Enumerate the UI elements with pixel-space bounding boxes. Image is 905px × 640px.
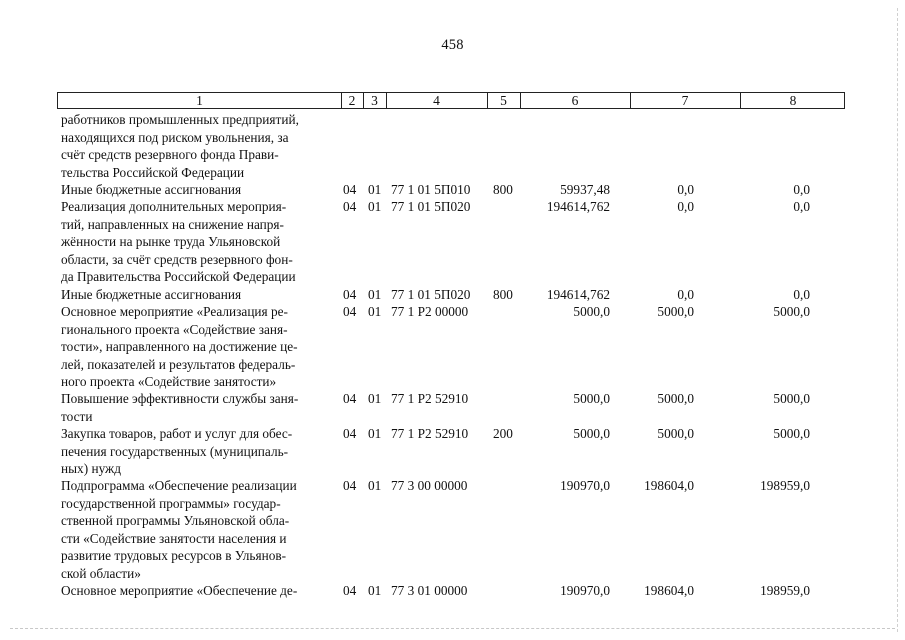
description-line: жённости на рынке труда Ульяновской — [61, 234, 281, 249]
description-line: Подпрограмма «Обеспечение реализации — [61, 478, 297, 493]
cell-amount-col6: 5000,0 — [573, 391, 610, 406]
row-description — [61, 303, 333, 391]
description-line: сти «Содействие занятости населения и — [61, 530, 287, 546]
cell-subsection: 01 — [368, 182, 382, 197]
cell-amount-col8: 198959,0 — [760, 478, 810, 493]
cell-subsection: 01 — [368, 304, 382, 319]
description-line: тости — [61, 408, 93, 424]
description-line: Основное мероприятие «Реализация ре- — [61, 304, 288, 319]
header-col-7: 7 — [681, 93, 689, 108]
description-line: гионального проекта «Содействие заня- — [61, 321, 288, 337]
cell-amount-col7: 5000,0 — [657, 426, 694, 441]
cell-subsection: 01 — [368, 583, 382, 598]
scan-border-right — [897, 8, 898, 632]
header-col-4: 4 — [433, 93, 440, 108]
description-line: развитие трудовых ресурсов в Ульянов- — [61, 548, 287, 563]
cell-target-code: 77 1 Р2 52910 — [391, 426, 469, 441]
description-line: Реализация дополнительных мероприя- — [61, 199, 287, 214]
description-line: ных) нужд — [61, 461, 121, 476]
cell-amount-col8: 5000,0 — [773, 391, 810, 406]
description-line: счёт средств резервного фонда Прави- — [61, 147, 279, 162]
row-description — [61, 181, 333, 199]
cell-amount-col6: 5000,0 — [573, 304, 610, 319]
cell-amount-col6: 190970,0 — [560, 478, 610, 493]
cell-amount-col8: 5000,0 — [773, 426, 810, 441]
description-line: области, за счёт средств резервного фон- — [61, 251, 293, 267]
cell-amount-col7: 198604,0 — [644, 583, 694, 598]
cell-target-code: 77 1 01 5П010 — [391, 182, 471, 197]
cell-subsection: 01 — [368, 391, 382, 406]
row-description — [61, 390, 333, 425]
description-line: работников промышленных предприятий, — [61, 112, 299, 127]
cell-subsection: 01 — [368, 426, 382, 441]
cell-target-code: 77 3 01 00000 — [391, 583, 468, 598]
description-line: государственной программы» государ- — [61, 495, 281, 511]
cell-expense-type: 800 — [493, 182, 513, 197]
cell-section: 04 — [343, 478, 357, 493]
cell-subsection: 01 — [368, 478, 382, 493]
description-line: лей, показателей и результатов федераль- — [61, 356, 296, 372]
header-col-5: 5 — [500, 93, 507, 108]
header-col-6: 6 — [571, 93, 579, 108]
cell-amount-col6: 194614,762 — [546, 287, 610, 302]
description-line: ской области» — [61, 565, 141, 581]
description-line: тельства Российской Федерации — [61, 164, 245, 180]
cell-expense-type: 200 — [493, 426, 513, 441]
cell-section: 04 — [343, 583, 357, 598]
cell-amount-col7: 0,0 — [677, 287, 694, 302]
cell-section: 04 — [343, 287, 357, 302]
cell-subsection: 01 — [368, 287, 382, 302]
cell-amount-col8: 0,0 — [793, 199, 810, 214]
row-description — [61, 582, 333, 600]
cell-target-code: 77 1 Р2 52910 — [391, 391, 469, 406]
description-line: да Правительства Российской Федерации — [61, 269, 296, 284]
description-line: тий, направленных на снижение напря- — [61, 216, 284, 232]
description-line: печения государственных (муниципаль- — [61, 443, 289, 459]
row-description — [61, 198, 333, 286]
cell-amount-col6: 190970,0 — [560, 583, 610, 598]
row-description — [61, 286, 333, 304]
cell-target-code: 77 3 00 00000 — [391, 478, 468, 493]
table-header — [57, 92, 845, 109]
description-line: ного проекта «Содействие занятости» — [61, 374, 277, 389]
cell-section: 04 — [343, 391, 357, 406]
cell-amount-col8: 0,0 — [793, 182, 810, 197]
cell-target-code: 77 1 01 5П020 — [391, 199, 471, 214]
cell-amount-col7: 5000,0 — [657, 391, 694, 406]
header-col-2: 2 — [348, 93, 356, 108]
cell-section: 04 — [343, 182, 357, 197]
description-line: Повышение эффективности службы заня- — [61, 391, 299, 406]
scan-border-bottom — [10, 628, 895, 629]
cell-subsection: 01 — [368, 199, 382, 214]
cell-amount-col6: 194614,762 — [546, 199, 610, 214]
description-line: Иные бюджетные ассигнования — [61, 287, 242, 302]
cell-target-code: 77 1 Р2 00000 — [391, 304, 469, 319]
header-col-3: 3 — [371, 93, 378, 108]
description-line: Иные бюджетные ассигнования — [61, 182, 242, 197]
header-col-8: 8 — [789, 93, 797, 108]
cell-amount-col6: 5000,0 — [573, 426, 610, 441]
description-line: Основное мероприятие «Обеспечение де- — [61, 583, 298, 598]
cell-amount-col6: 59937,48 — [560, 182, 610, 197]
cell-amount-col8: 0,0 — [793, 287, 810, 302]
cell-amount-col8: 5000,0 — [773, 304, 810, 319]
cell-amount-col7: 0,0 — [677, 199, 694, 214]
header-col-1: 1 — [196, 93, 203, 108]
row-description — [61, 477, 333, 582]
cell-amount-col8: 198959,0 — [760, 583, 810, 598]
cell-amount-col7: 198604,0 — [644, 478, 694, 493]
description-line: Закупка товаров, работ и услуг для обес- — [61, 426, 293, 441]
cell-amount-col7: 0,0 — [677, 182, 694, 197]
row-description — [61, 111, 333, 181]
cell-target-code: 77 1 01 5П020 — [391, 287, 471, 302]
row-description — [61, 425, 333, 478]
description-line: тости», направленного на достижение це- — [61, 339, 298, 354]
page-number: 458 — [441, 37, 464, 53]
description-line: ственной программы Ульяновской обла- — [61, 513, 290, 528]
cell-section: 04 — [343, 304, 357, 319]
cell-section: 04 — [343, 426, 357, 441]
cell-expense-type: 800 — [493, 287, 513, 302]
cell-section: 04 — [343, 199, 357, 214]
description-line: находящихся под риском увольнения, за — [61, 129, 289, 145]
cell-amount-col7: 5000,0 — [657, 304, 694, 319]
